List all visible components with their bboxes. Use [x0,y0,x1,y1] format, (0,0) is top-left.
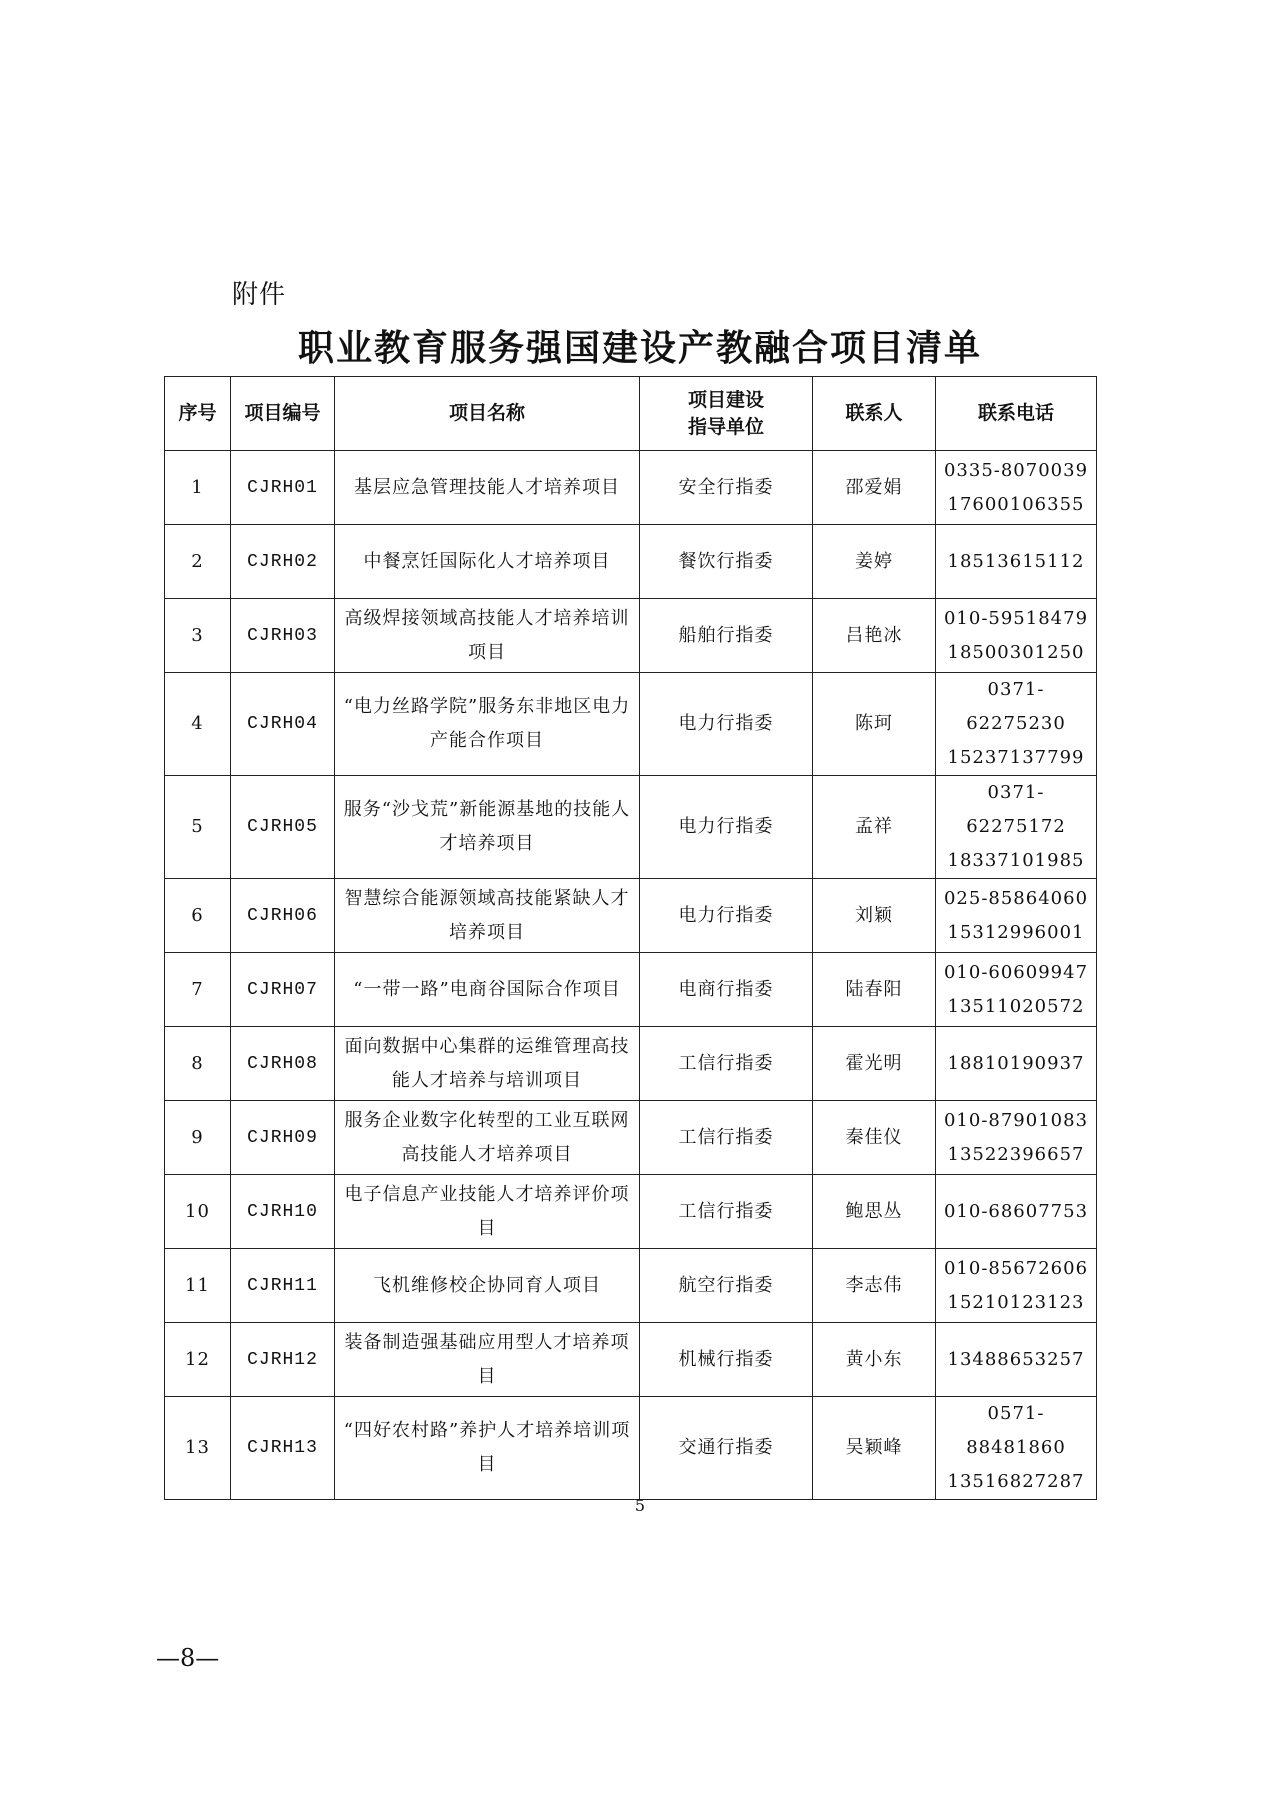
cell-code: CJRH13 [231,1397,335,1500]
cell-contact: 姜婷 [813,525,936,599]
cell-code: CJRH02 [231,525,335,599]
cell-unit: 船舶行指委 [640,599,813,673]
table-body [165,451,1097,1500]
table-row [165,451,1097,525]
cell-name: 智慧综合能源领域高技能紧缺人才培养项目 [335,879,640,953]
phone-number: 0371-62275230 [966,679,1066,734]
cell-index: 3 [165,599,231,673]
cell-index: 6 [165,879,231,953]
cell-contact: 黄小东 [813,1323,936,1397]
cell-name: 飞机维修校企协同育人项目 [335,1249,640,1323]
cell-contact: 邵爱娟 [813,451,936,525]
cell-code: CJRH10 [231,1175,335,1249]
cell-unit: 电力行指委 [640,673,813,776]
cell-phone [936,1175,1097,1249]
cell-name: 中餐烹饪国际化人才培养项目 [335,525,640,599]
phone-number: 0335-8070039 [943,459,1089,481]
table-row [165,1397,1097,1500]
cell-phone [936,776,1097,879]
cell-unit: 工信行指委 [640,1027,813,1101]
cell-code: CJRH08 [231,1027,335,1101]
cell-code: CJRH01 [231,451,335,525]
cell-unit: 航空行指委 [640,1249,813,1323]
cell-contact: 孟祥 [813,776,936,879]
phone-number: 18337101985 [947,850,1085,871]
cell-index: 13 [165,1397,231,1500]
header-unit-line: 项目建设 [687,388,764,411]
phone-number: 010-87901083 [943,1109,1089,1131]
phone-number: 15237137799 [947,747,1085,768]
header-unit [640,377,813,451]
header-phone: 联系电话 [936,377,1097,451]
table-row [165,673,1097,776]
cell-unit: 安全行指委 [640,451,813,525]
cell-phone [936,1249,1097,1323]
cell-index: 1 [165,451,231,525]
cell-contact: 刘颖 [813,879,936,953]
phone-number: 0371-62275172 [966,782,1066,837]
cell-contact: 吴颖峰 [813,1397,936,1500]
cell-index: 5 [165,776,231,879]
phone-number: 13516827287 [947,1471,1085,1492]
cell-unit: 机械行指委 [640,1323,813,1397]
cell-code: CJRH05 [231,776,335,879]
table-row [165,1323,1097,1397]
phone-number: 18500301250 [947,641,1085,663]
table-row [165,599,1097,673]
cell-phone [936,1027,1097,1101]
phone-number: 13511020572 [947,995,1085,1017]
cell-name: 服务“沙戈荒”新能源基地的技能人才培养项目 [335,776,640,879]
attachment-label: 附件 [232,280,287,310]
cell-name: 服务企业数字化转型的工业互联网高技能人才培养项目 [335,1101,640,1175]
table-row [165,776,1097,879]
cell-contact: 李志伟 [813,1249,936,1323]
cell-phone [936,1323,1097,1397]
table-row [165,1175,1097,1249]
cell-contact: 陆春阳 [813,953,936,1027]
phone-number: 0571-88481860 [966,1403,1066,1458]
cell-code: CJRH09 [231,1101,335,1175]
phone-number: 010-68607753 [943,1200,1089,1222]
cell-code: CJRH07 [231,953,335,1027]
cell-name: 装备制造强基础应用型人才培养项目 [335,1323,640,1397]
table-row [165,1027,1097,1101]
cell-contact: 陈珂 [813,673,936,776]
cell-name: “一带一路”电商谷国际合作项目 [335,953,640,1027]
cell-unit: 餐饮行指委 [640,525,813,599]
table-row [165,1249,1097,1323]
inner-page-number: 5 [634,1496,646,1515]
phone-number: 15210123123 [947,1291,1085,1313]
project-table [164,376,1097,1500]
cell-index: 7 [165,953,231,1027]
header-code: 项目编号 [231,377,335,451]
cell-code: CJRH12 [231,1323,335,1397]
cell-contact: 鲍思丛 [813,1175,936,1249]
cell-index: 8 [165,1027,231,1101]
table-row [165,525,1097,599]
phone-number: 025-85864060 [943,887,1089,909]
page-footer: —8— [156,1644,220,1672]
phone-number: 18810190937 [947,1052,1085,1074]
cell-contact: 吕艳冰 [813,599,936,673]
table-row [165,1101,1097,1175]
cell-name: 电子信息产业技能人才培养评价项目 [335,1175,640,1249]
cell-index: 2 [165,525,231,599]
cell-unit: 电力行指委 [640,776,813,879]
cell-unit: 工信行指委 [640,1175,813,1249]
phone-number: 010-85672606 [943,1257,1089,1279]
cell-code: CJRH04 [231,673,335,776]
cell-phone [936,1397,1097,1500]
cell-index: 11 [165,1249,231,1323]
cell-index: 12 [165,1323,231,1397]
table-header-row [165,377,1097,451]
cell-name: “四好农村路”养护人才培养培训项目 [335,1397,640,1500]
cell-index: 4 [165,673,231,776]
cell-phone [936,879,1097,953]
phone-number: 010-60609947 [943,961,1089,983]
phone-number: 17600106355 [947,493,1085,515]
cell-phone [936,953,1097,1027]
cell-name: 高级焊接领域高技能人才培养培训项目 [335,599,640,673]
phone-number: 18513615112 [947,550,1085,572]
table-row [165,953,1097,1027]
cell-unit: 电商行指委 [640,953,813,1027]
cell-name: 面向数据中心集群的运维管理高技能人才培养与培训项目 [335,1027,640,1101]
cell-name: 基层应急管理技能人才培养项目 [335,451,640,525]
header-name: 项目名称 [335,377,640,451]
cell-code: CJRH06 [231,879,335,953]
table-row [165,879,1097,953]
cell-phone [936,673,1097,776]
cell-unit: 交通行指委 [640,1397,813,1500]
cell-unit: 电力行指委 [640,879,813,953]
cell-contact: 秦佳仪 [813,1101,936,1175]
cell-name: “电力丝路学院”服务东非地区电力产能合作项目 [335,673,640,776]
phone-number: 15312996001 [947,921,1085,943]
phone-number: 13488653257 [947,1348,1085,1370]
cell-index: 9 [165,1101,231,1175]
header-contact: 联系人 [813,377,936,451]
cell-unit: 工信行指委 [640,1101,813,1175]
cell-phone [936,599,1097,673]
cell-phone [936,451,1097,525]
cell-code: CJRH11 [231,1249,335,1323]
document-title: 职业教育服务强国建设产教融合项目清单 [297,327,982,369]
phone-number: 13522396657 [947,1143,1085,1165]
cell-index: 10 [165,1175,231,1249]
header-unit-line: 指导单位 [687,415,764,438]
cell-contact: 霍光明 [813,1027,936,1101]
cell-code: CJRH03 [231,599,335,673]
phone-number: 010-59518479 [943,607,1089,629]
cell-phone [936,1101,1097,1175]
cell-phone [936,525,1097,599]
header-index: 序号 [165,377,231,451]
